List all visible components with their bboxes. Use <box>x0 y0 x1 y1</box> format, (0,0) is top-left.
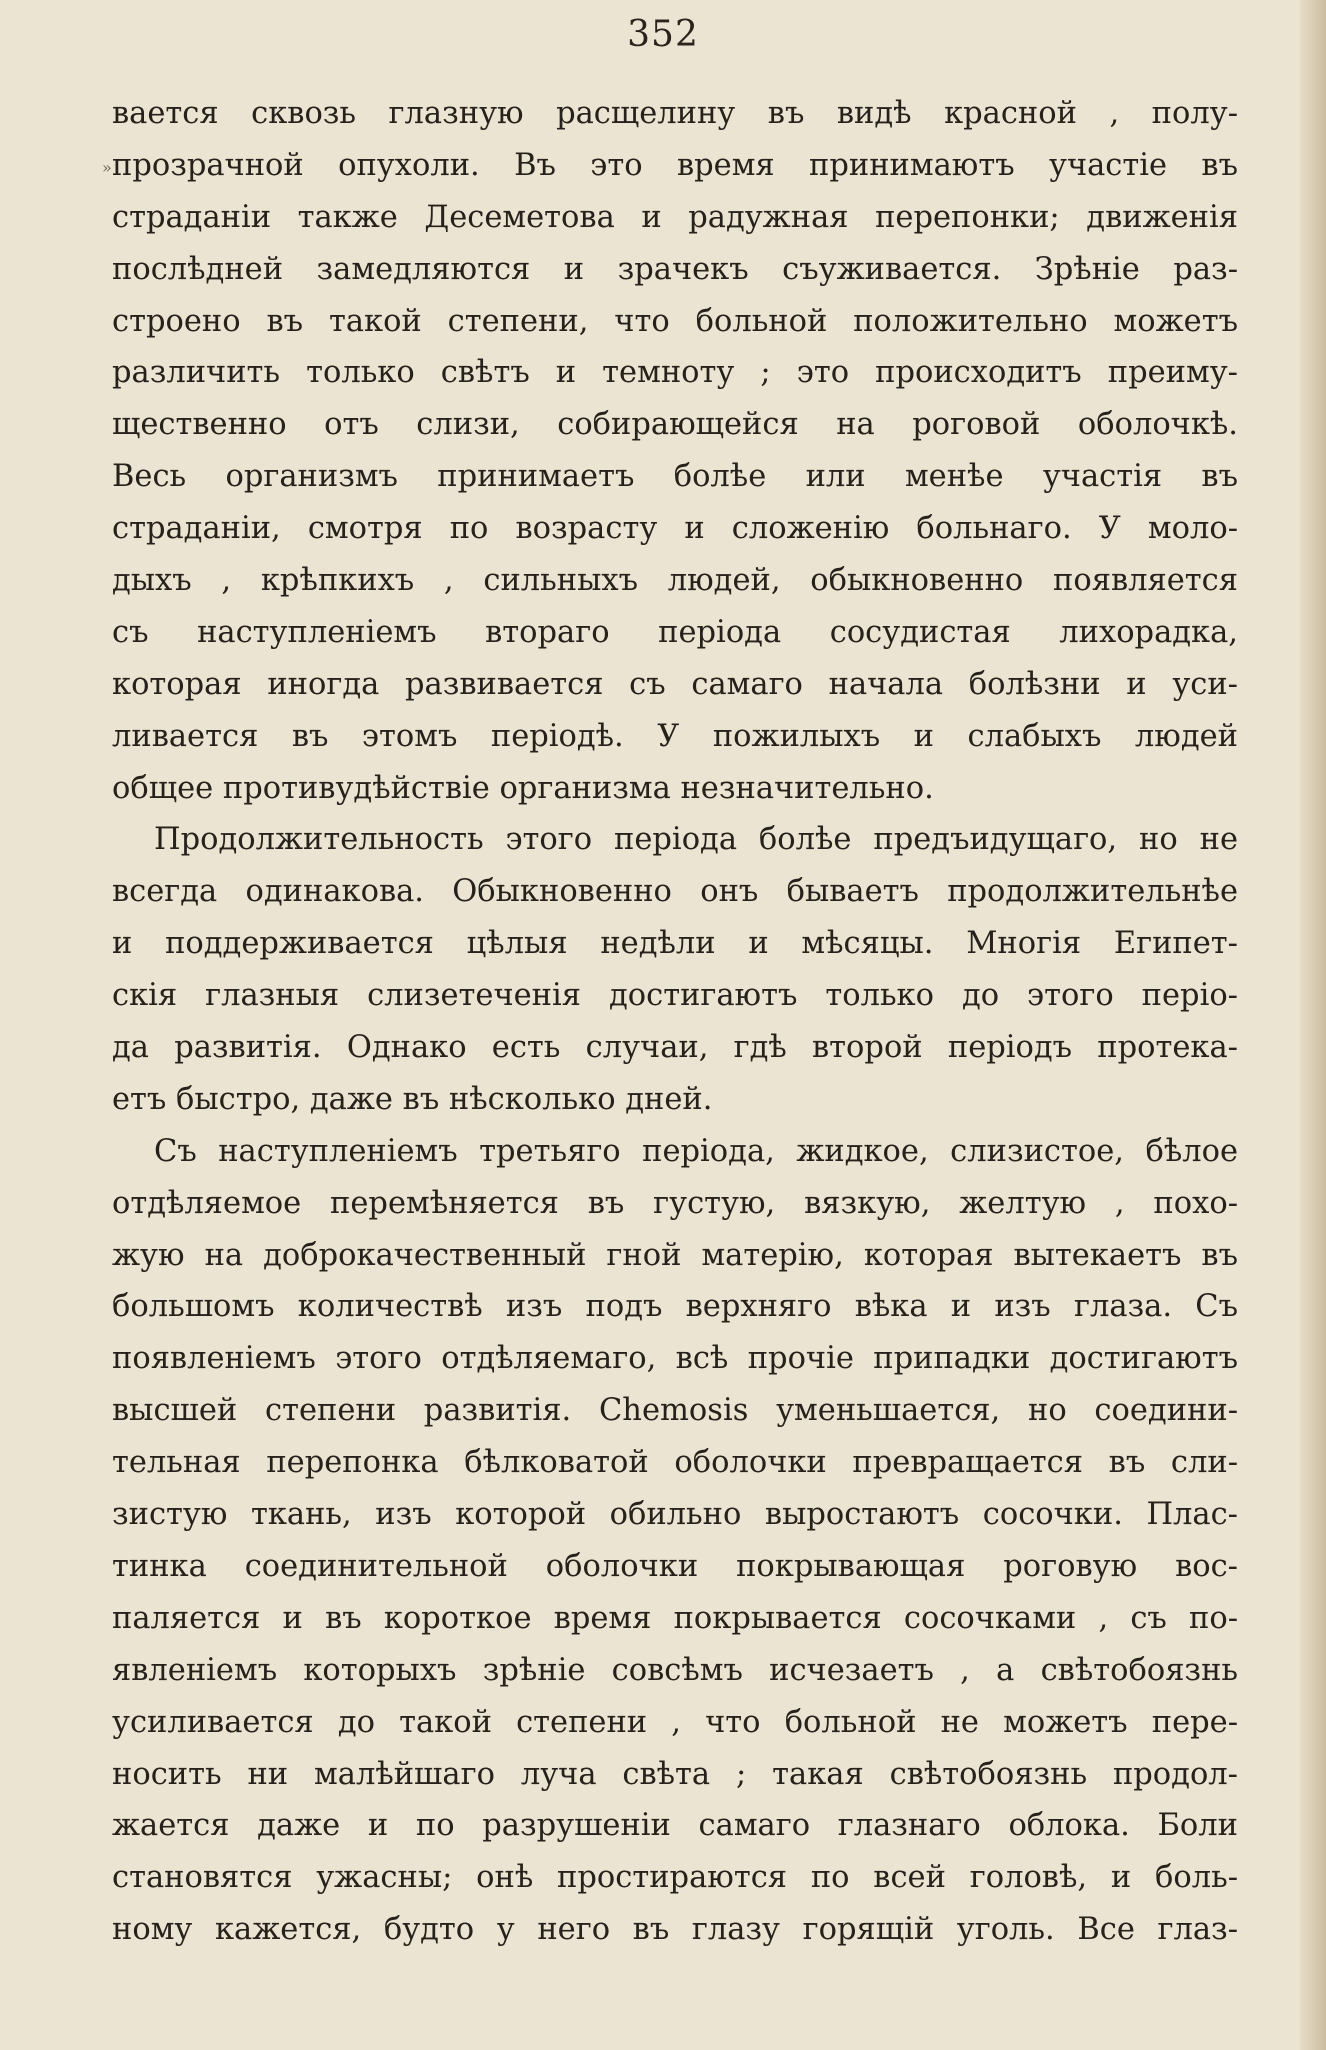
text-line: которая иногда развивается съ самаго начала болѣзни и уси- <box>112 666 1238 702</box>
text-line: прозрачной опухоли. Въ это время принимаютъ участіе въ <box>112 147 1238 183</box>
text-line: ливается въ этомъ періодѣ. У пожилыхъ и слабыхъ людей <box>112 718 1238 754</box>
text-line: строено въ такой степени, что больной положительно можетъ <box>112 303 1238 339</box>
text-line: зистую ткань, изъ которой обильно выростаютъ сосочки. Плас- <box>112 1497 1238 1533</box>
paragraph-start-line: Съ наступленіемъ третьяго періода, жидкое, слизистое, бѣлое <box>154 1133 1238 1169</box>
text-line: страданіи, смотря по возрасту и сложенію больнаго. У моло- <box>112 511 1238 547</box>
text-line: дыхъ , крѣпкихъ , сильныхъ людей, обыкновенно появляется <box>112 563 1238 599</box>
text-line: общее противудѣйствіе организма незначительно. <box>112 770 934 806</box>
text-line: появленіемъ этого отдѣляемаго, всѣ прочіе припадки достигаютъ <box>112 1341 1238 1377</box>
text-line: и поддерживается цѣлыя недѣли и мѣсяцы. Многія Египет- <box>112 926 1238 962</box>
text-line: Весь организмъ принимаетъ болѣе или менѣе участія въ <box>112 459 1238 495</box>
text-line: ному кажется, будто у него въ глазу горящій уголь. Все глаз- <box>112 1912 1238 1948</box>
text-line: усиливается до такой степени , что больной не можетъ пере- <box>112 1704 1238 1740</box>
text-line: съ наступленіемъ втораго періода сосудистая лихорадка, <box>112 614 1238 650</box>
text-line: всегда одинакова. Обыкновенно онъ бываетъ продолжительнѣе <box>112 874 1238 910</box>
text-line: жается даже и по разрушеніи самаго глазнаго облока. Боли <box>112 1808 1238 1844</box>
text-line: носить ни малѣйшаго луча свѣта ; такая свѣтобоязнь продол- <box>112 1756 1238 1792</box>
margin-mark: » <box>102 158 112 177</box>
text-line: явленіемъ которыхъ зрѣніе совсѣмъ исчезаетъ , а свѣтобоязнь <box>112 1652 1238 1688</box>
paragraph-start-line: Продолжительность этого періода болѣе предъидущаго, но не <box>154 822 1238 858</box>
text-line: жую на доброкачественный гной матерію, которая вытекаетъ въ <box>112 1237 1238 1273</box>
text-line: етъ быстро, даже въ нѣсколько дней. <box>112 1081 713 1117</box>
text-line: паляется и въ короткое время покрывается сосочками , съ по- <box>112 1600 1238 1636</box>
text-line: большомъ количествѣ изъ подъ верхняго вѣка и изъ глаза. Съ <box>112 1289 1238 1325</box>
text-line: скія глазныя слизетеченія достигаютъ только до этого періо- <box>112 978 1238 1014</box>
text-line: различить только свѣтъ и темноту ; это происходитъ преиму- <box>112 355 1238 391</box>
text-line: тинка соединительной оболочки покрывающая роговую вос- <box>112 1548 1238 1584</box>
text-line: отдѣляемое перемѣняется въ густую, вязкую, желтую , похо- <box>112 1185 1238 1221</box>
page-body-text <box>112 88 1238 1956</box>
text-line: тельная перепонка бѣлковатой оболочки превращается въ сли- <box>112 1445 1238 1481</box>
text-line: вается сквозь глазную расщелину въ видѣ красной , полу- <box>112 96 1238 131</box>
text-line: высшей степени развитія. Chemosis уменьшается, но соедини- <box>112 1393 1238 1429</box>
text-line: страданіи также Десеметова и радужная перепонки; движенія <box>112 199 1238 235</box>
page-edge <box>1300 0 1326 2050</box>
text-line: щественно отъ слизи, собирающейся на роговой оболочкѣ. <box>112 407 1238 443</box>
text-line: да развитія. Однако есть случаи, гдѣ второй періодъ протека- <box>112 1030 1238 1066</box>
text-line: становятся ужасны; онѣ простираются по всей головѣ, и боль- <box>112 1860 1238 1896</box>
page-number: 352 <box>627 14 699 55</box>
text-line: послѣдней замедляются и зрачекъ съуживается. Зрѣніе раз- <box>112 251 1238 287</box>
